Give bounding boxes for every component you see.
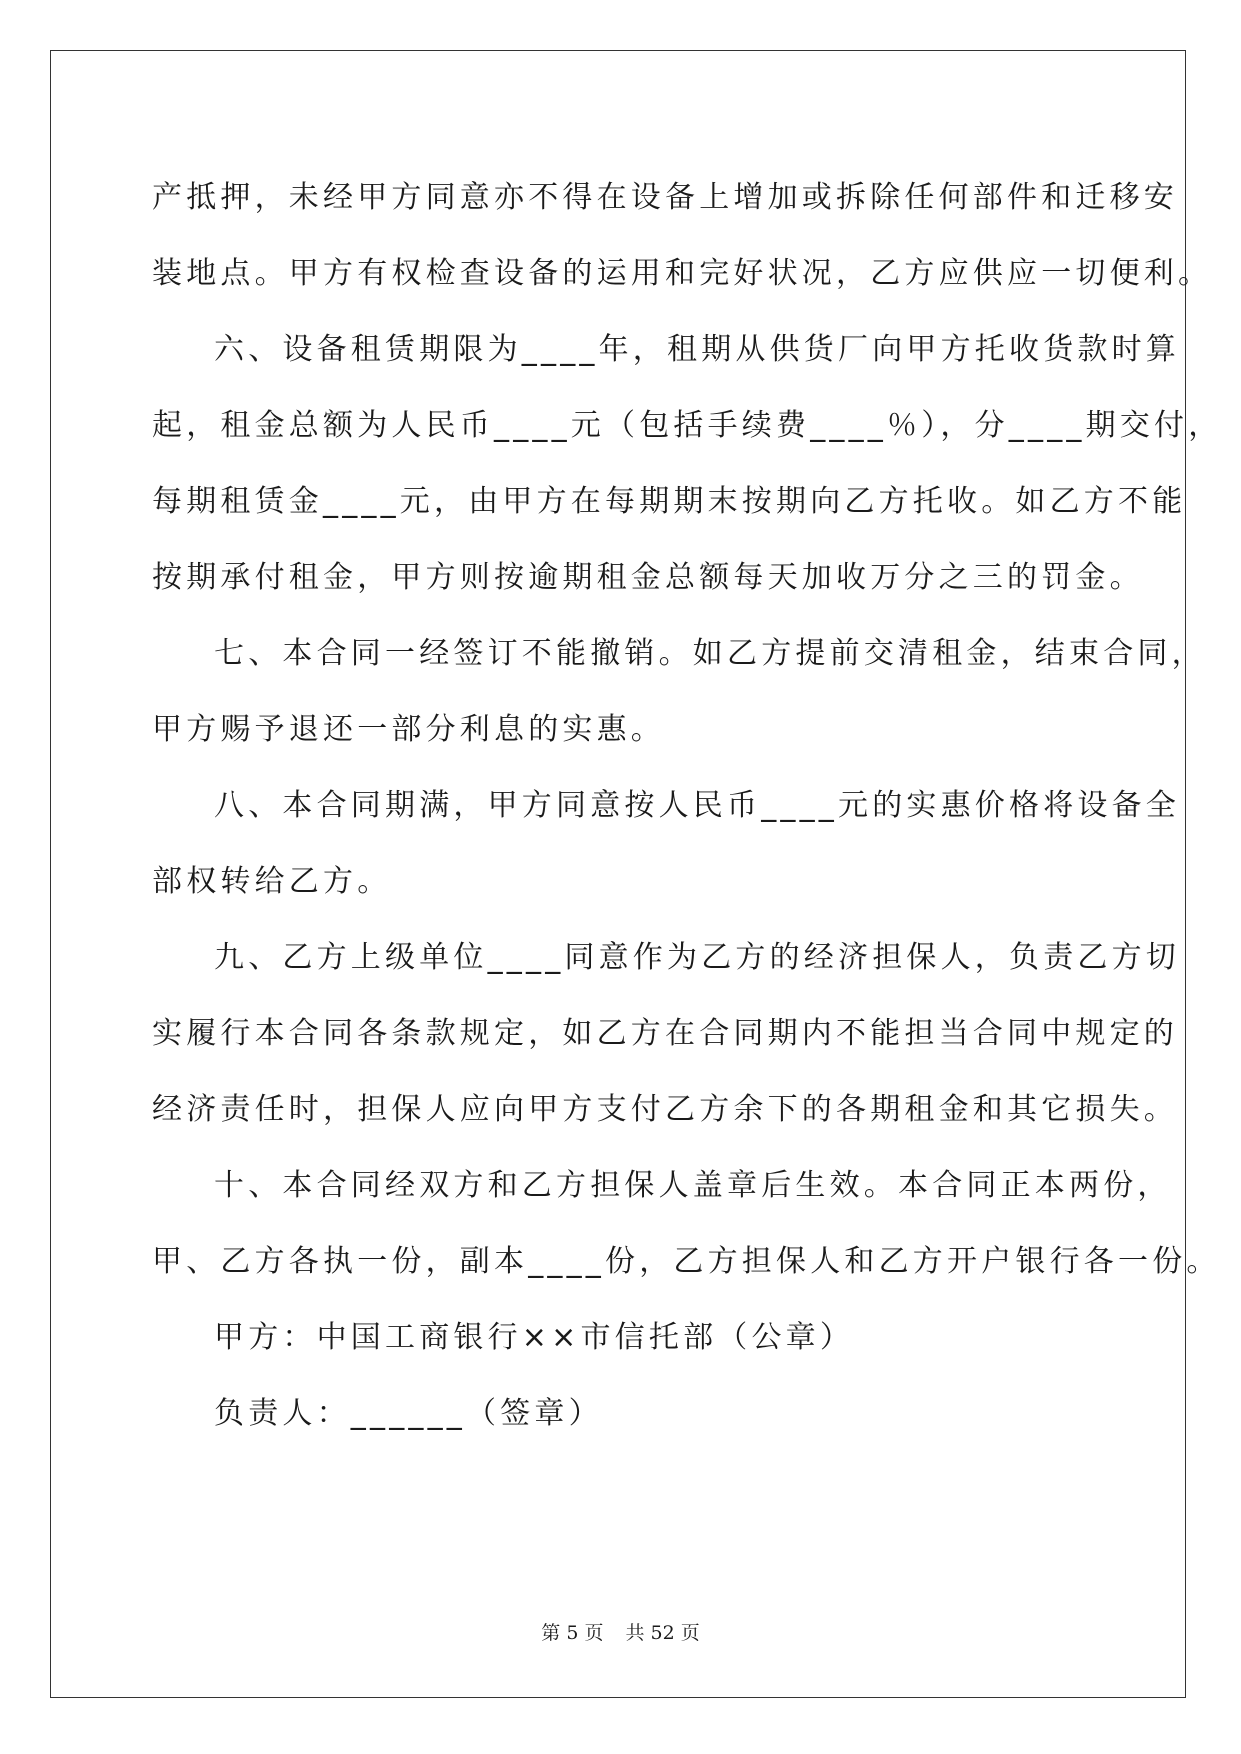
page-number: 第 5 页 — [541, 1622, 604, 1644]
paragraph-5-line-2: 产抵押，未经甲方同意亦不得在设备上增加或拆除任何部件和迁移安 — [152, 180, 1178, 215]
page-total: 共 52 页 — [625, 1622, 700, 1644]
clause-9-line-3: 经济责任时，担保人应向甲方支付乙方余下的各期租金和其它损失。 — [152, 1092, 1178, 1127]
clause-8-line-1: 八、本合同期满，甲方同意按人民币____元的实惠价格将设备全 — [214, 788, 1180, 823]
clause-8-line-2: 部权转给乙方。 — [152, 864, 392, 899]
clause-6-line-1: 六、设备租赁期限为____年，租期从供货厂向甲方托收货款时算 — [214, 332, 1180, 367]
responsible-person-line: 负责人：______（签章） — [214, 1396, 603, 1431]
clause-6-line-2: 起，租金总额为人民币____元（包括手续费____％），分____期交付， — [152, 408, 1223, 443]
page-footer — [0, 1618, 1241, 1645]
clause-7-line-1: 七、本合同一经签订不能撤销。如乙方提前交清租金，结束合同， — [214, 636, 1206, 671]
clause-7-line-2: 甲方赐予退还一部分利息的实惠。 — [152, 712, 665, 747]
clause-10-line-1: 十、本合同经双方和乙方担保人盖章后生效。本合同正本两份， — [214, 1168, 1172, 1203]
clause-9-line-1: 九、乙方上级单位____同意作为乙方的经济担保人，负责乙方切 — [214, 940, 1180, 975]
clause-6-line-4: 按期承付租金，甲方则按逾期租金总额每天加收万分之三的罚金。 — [152, 560, 1144, 595]
party-a-line: 甲方：中国工商银行××市信托部（公章） — [214, 1320, 855, 1355]
clause-10-line-2: 甲、乙方各执一份，副本____份，乙方担保人和乙方开户银行各一份。 — [152, 1244, 1221, 1279]
paragraph-5-line-3: 装地点。甲方有权检查设备的运用和完好状况，乙方应供应一切便利。 — [152, 256, 1213, 291]
document-body — [152, 160, 1223, 1452]
clause-6-line-3: 每期租赁金____元，由甲方在每期期末按期向乙方托收。如乙方不能 — [152, 484, 1187, 519]
clause-9-line-2: 实履行本合同各条款规定，如乙方在合同期内不能担当合同中规定的 — [152, 1016, 1178, 1051]
